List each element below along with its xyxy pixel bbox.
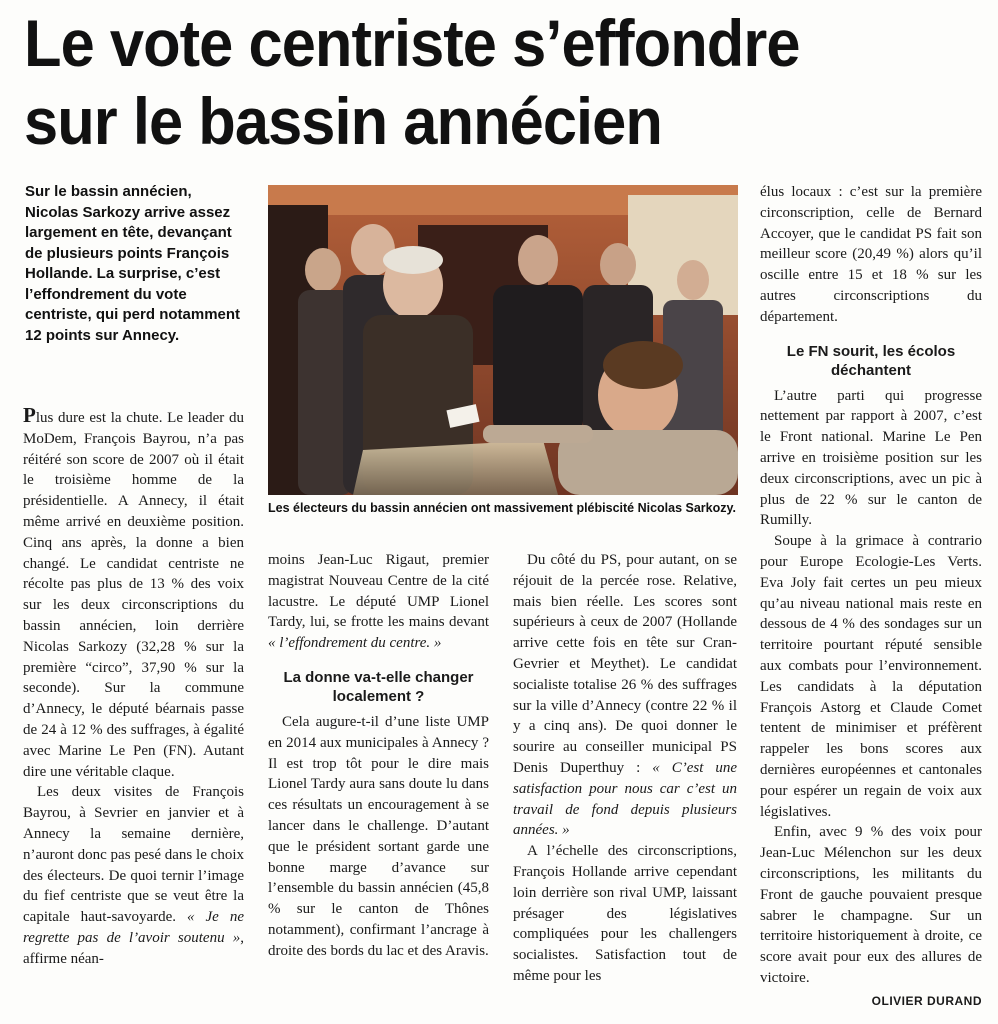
- quote: « Je ne regrette pas de l’avoir soutenu »: [23, 909, 244, 946]
- byline: OLIVIER DURAND: [871, 993, 982, 1008]
- col2-paragraph-1: moins Jean-Luc Rigaut, premier magistrat Nouveau Centre de la cité lacustre. Le député UMP Lionel Tardy, lui, se frotte les mains devant « l’effondrement du centre. »: [268, 552, 489, 652]
- photo-illustration: [268, 185, 738, 495]
- photo-voters-ballot-box: [268, 185, 738, 495]
- subheading-local: La donne va-t-elle changer localement ?: [283, 668, 474, 705]
- column-4: [760, 182, 982, 1011]
- col3-paragraph-1: Du côté du PS, pour autant, on se réjouit de la percée rose. Relative, mais bien réelle. Les scores sont supérieurs à ceux de 2007 (Hollande arrive cette fois en tête sur Cran-Gevrier et Meythet). Le candidat socialiste totalise 26 % des suffrages sur la ville d’Annecy (contre 22 % il y a cinq ans). De quoi donner le sourire au conseiller municipal PS Denis Duperthuy : « C’est une satisfaction pour nous car c’est un travail de fond depuis plusieurs années. »: [513, 552, 737, 839]
- column-3: [513, 550, 737, 987]
- quote: « C’est une satisfaction pour nous car c’est un travail de fond depuis plusieurs années. »: [513, 759, 737, 839]
- col4-paragraph-2: L’autre parti qui progresse nettement par rapport à 2007, c’est le Front national. Marine Le Pen arrive en troisième position sur les deux circonscriptions, avec un pic à plus de 22 % sur le canton de Rumilly.: [760, 387, 982, 529]
- dropcap: P: [23, 403, 36, 427]
- col4-paragraph-3: Soupe à la grimace à contrario pour Europe Ecologie-Les Verts. Eva Joly fait certes un peu mieux qu’au niveau national mais reste en dessous de 4 % des sondages sur un territoire pourtant réputé sensible aux combats pour l’environnement. Les candidats à la députation François Astorg et Claude Comet tentent de minimiser et préfèrent rappeler les bons scores aux dernières européennes et cantonales pour espérer un regain de voix aux législatives.: [760, 533, 982, 820]
- quote: « l’effondrement du centre. »: [268, 635, 442, 652]
- subheading-fn: Le FN sourit, les écolos déchantent: [786, 342, 956, 379]
- headline: Le vote centriste s’effondre sur le bassin annécien: [24, 6, 800, 158]
- col4-paragraph-4: Enfin, avec 9 % des voix pour Jean-Luc Mélenchon sur les deux circonscriptions, les militants du Front de gauche pouvaient presque sabrer le champagne. Sur un territoire historiquement à droite, ce score avait pour eux des allures de victoire.: [760, 824, 982, 986]
- column-1: [23, 405, 244, 970]
- col1-paragraph-1: Plus dure est la chute. Le leader du MoDem, François Bayrou, n’a pas réitéré son score de 2007 où il était le troisième homme de la présidentielle. A Annecy, il était même arrivé en deuxième position. Cinq ans après, la donne a bien changé. Le candidat centriste ne récolte pas plus de 13 % des voix sur les deux circonscriptions du bassin annécien, loin derrière Nicolas Sarkozy (32,28 % sur la première “circo”, 37,90 % sur la seconde). Sur la commune d’Annecy, le député béarnais passe de 24 à 12 % des suffrages, à égalité avec Marine Le Pen (FN). Autant dire une véritable claque.: [23, 403, 244, 780]
- col3-paragraph-2: A l’échelle des circonscriptions, François Hollande arrive cependant loin derrière son rival UMP, laissant présager des législatives compliquées pour les challengers socialistes. Satisfaction tout de même pour les: [513, 843, 737, 984]
- lead-paragraph: Sur le bassin annécien, Nicolas Sarkozy arrive assez largement en tête, devançant de plusieurs points François Hollande. La surprise, c’est l’effondrement du vote centriste, qui perd notamment 12 points sur Annecy.: [25, 183, 241, 344]
- col2-paragraph-2: Cela augure-t-il d’une liste UMP en 2014 aux municipales à Annecy ? Il est trop tôt pour le dire mais Lionel Tardy aura sans doute lu dans ces résultats un encouragement à se lancer dans le challenge. D’autant que le président sortant garde une bonne marge d’avance sur l’ensemble du bassin annécien (45,8 % sur le canton de Thônes notamment), confirmant l’ancrage à droite des bords du lac et des Aravis.: [268, 713, 489, 959]
- column-2: [268, 550, 489, 962]
- photo-caption: Les électeurs du bassin annécien ont massivement plébiscité Nicolas Sarkozy.: [268, 501, 737, 515]
- col4-paragraph-1: élus locaux : c’est sur la première circonscription, celle de Bernard Accoyer, que le candidat PS fait son meilleur score (20,49 %) alors qu’il oscille entre 15 et 18 % sur les autres circonscriptions du département.: [760, 184, 982, 325]
- col1-paragraph-2: Les deux visites de François Bayrou, à Sevrier en janvier et à Annecy la semaine dernière, n’auront donc pas pesé dans le choix des électeurs. De quoi ternir l’image du fief centriste que se veut être la capitale haut-savoyarde. « Je ne regrette pas de l’avoir soutenu », affirme néan-: [23, 784, 244, 967]
